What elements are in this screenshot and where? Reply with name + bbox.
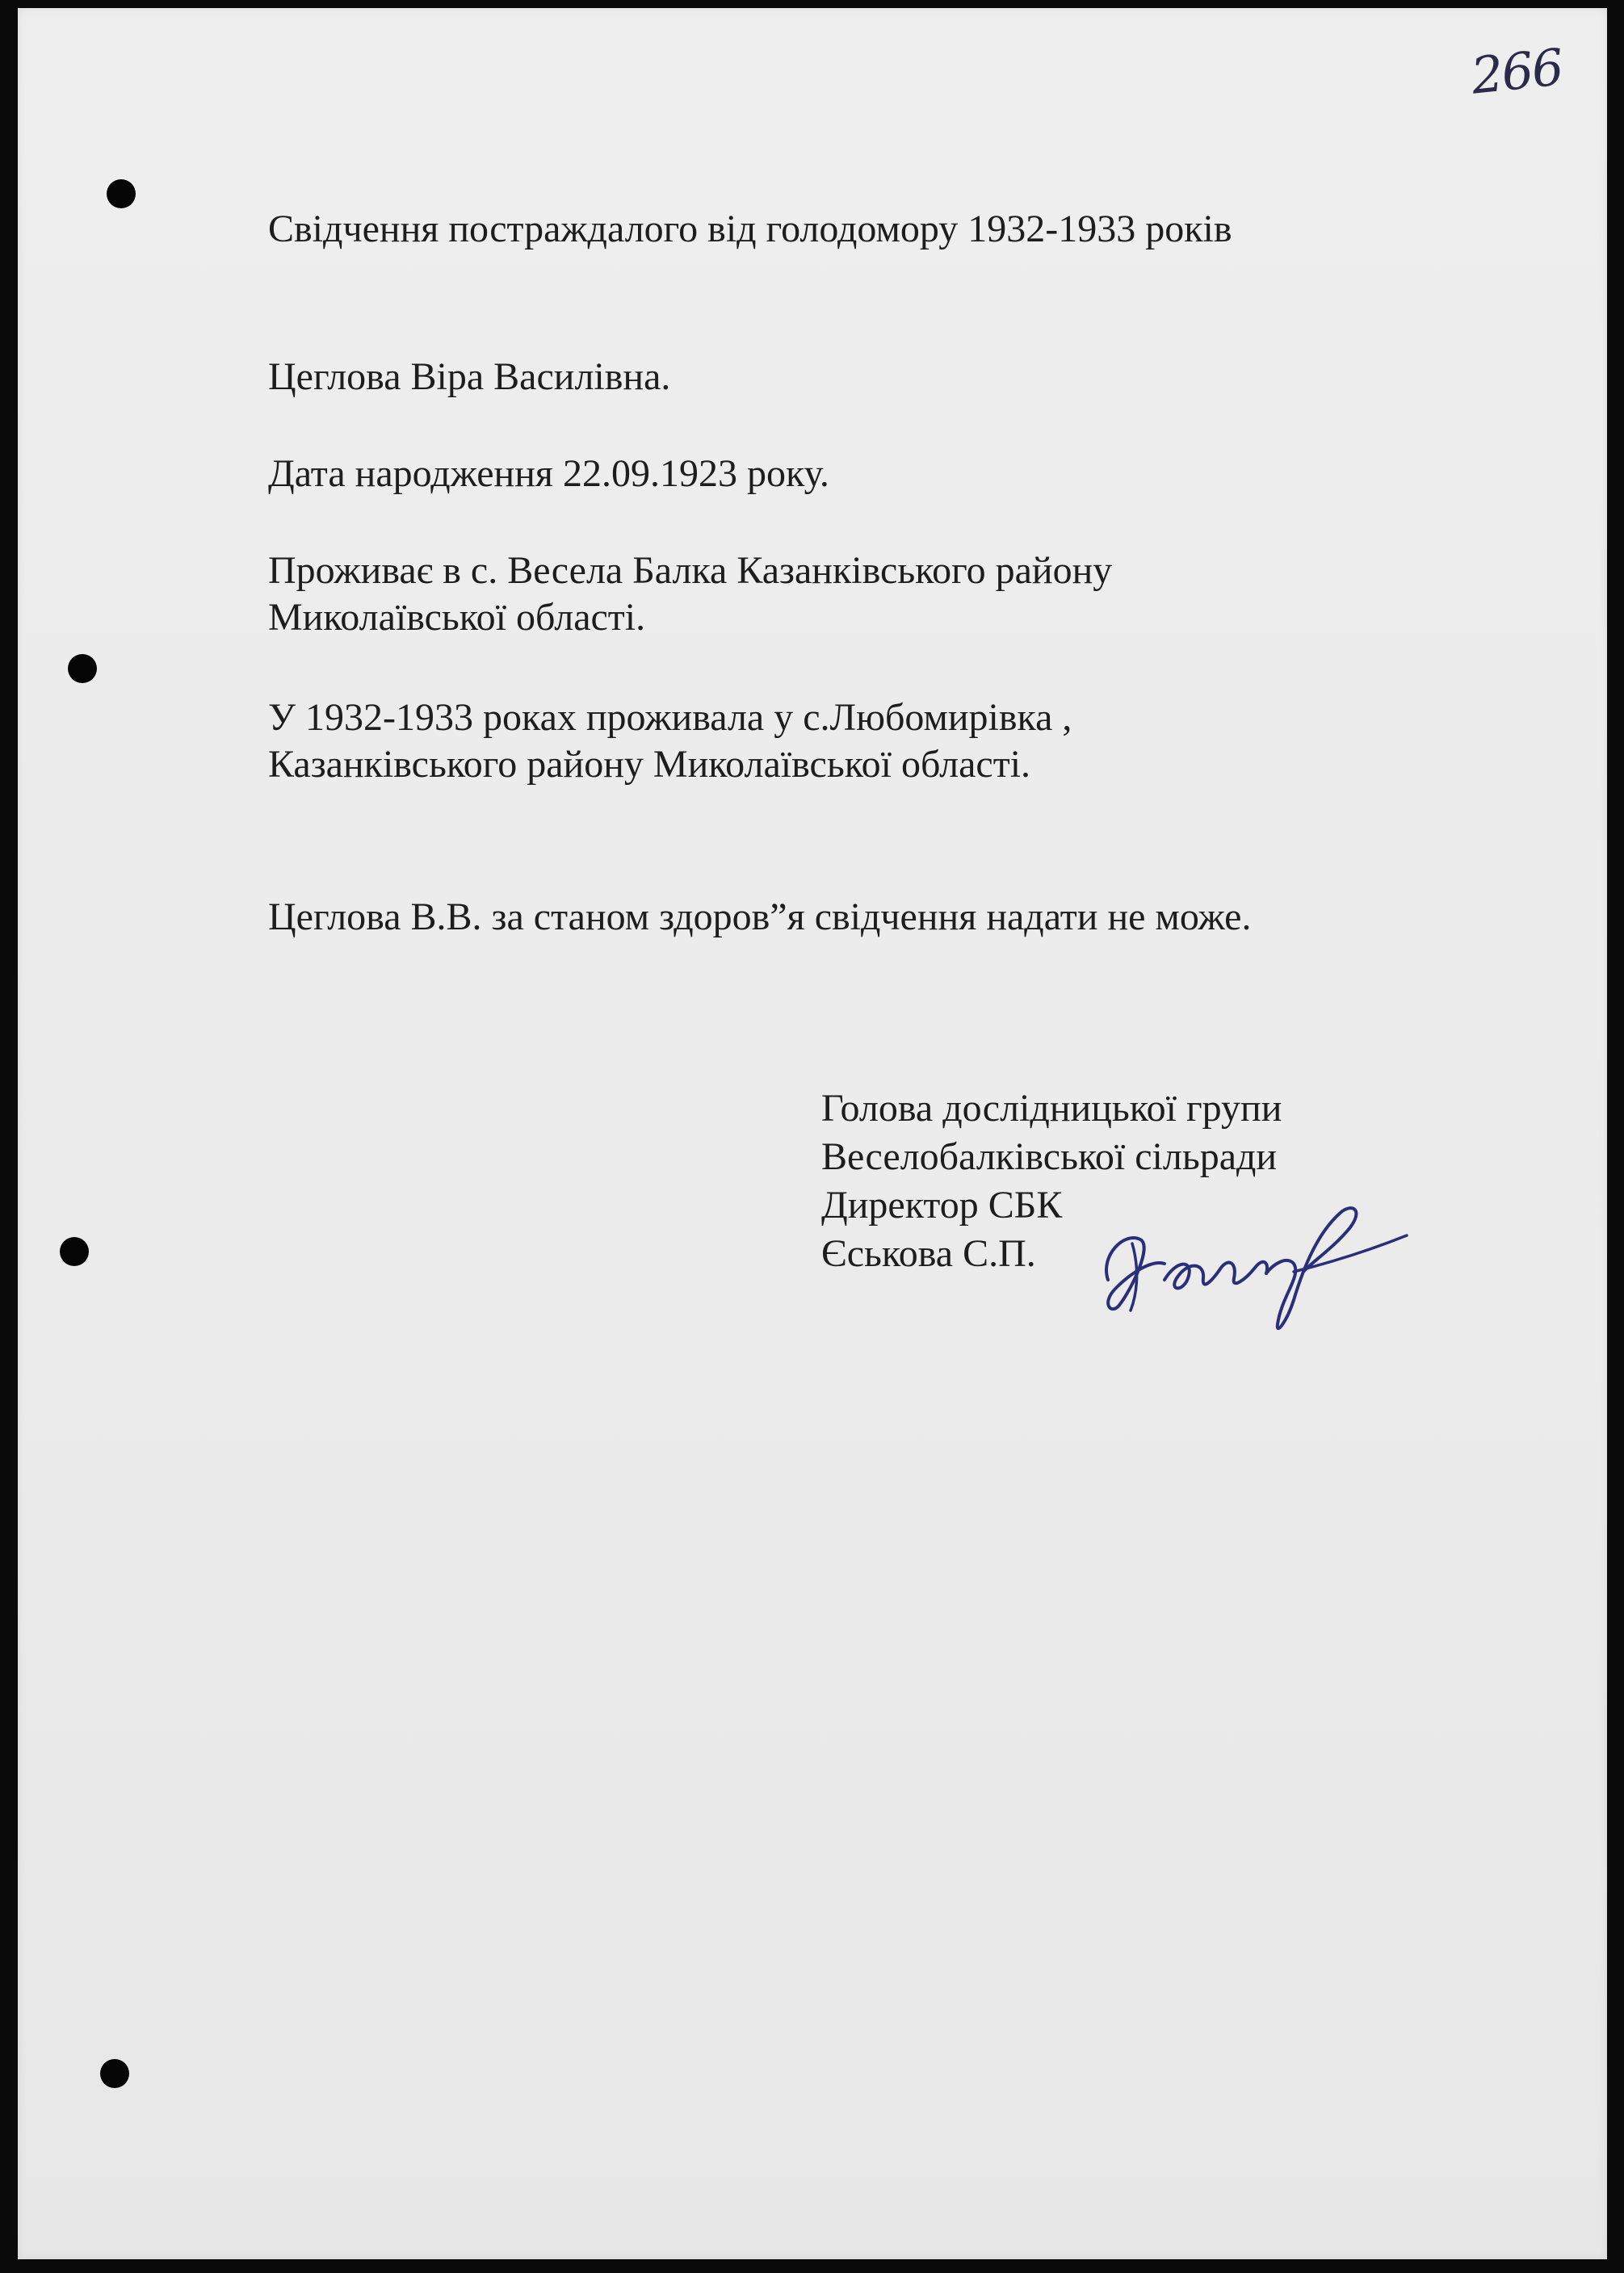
- punch-hole-3: [60, 1237, 89, 1266]
- document-title: Свідчення постраждалого від голодомору 1932-1933 років: [268, 208, 1232, 250]
- signatory-line-4: Єськова С.П.: [821, 1232, 1036, 1275]
- residence-1932-line-1: У 1932-1933 роках проживала у с.Любомирівка ,: [268, 696, 1072, 739]
- signatory-line-3: Директор СБК: [821, 1184, 1063, 1227]
- punch-hole-2: [68, 654, 97, 683]
- witness-name: Цеглова Віра Василівна.: [268, 355, 671, 398]
- signatory-line-2: Веселобалківської сільради: [821, 1135, 1278, 1178]
- statement: Цеглова В.В. за станом здоров”я свідчення надати не може.: [268, 895, 1252, 938]
- birth-date: Дата народження 22.09.1923 року.: [268, 452, 829, 495]
- document-page: [18, 8, 1607, 2259]
- residence-line-1: Проживає в с. Весела Балка Казанківського району: [268, 549, 1113, 592]
- handwritten-signature: [1076, 1183, 1415, 1336]
- handwritten-page-number: 266: [1468, 37, 1565, 106]
- punch-hole-4: [100, 2059, 129, 2088]
- residence-1932-line-2: Казанківського району Миколаївської області.: [268, 743, 1031, 786]
- punch-hole-1: [107, 179, 136, 208]
- signatory-line-1: Голова дослідницької групи: [821, 1087, 1282, 1130]
- residence-line-2: Миколаївської області.: [268, 596, 646, 639]
